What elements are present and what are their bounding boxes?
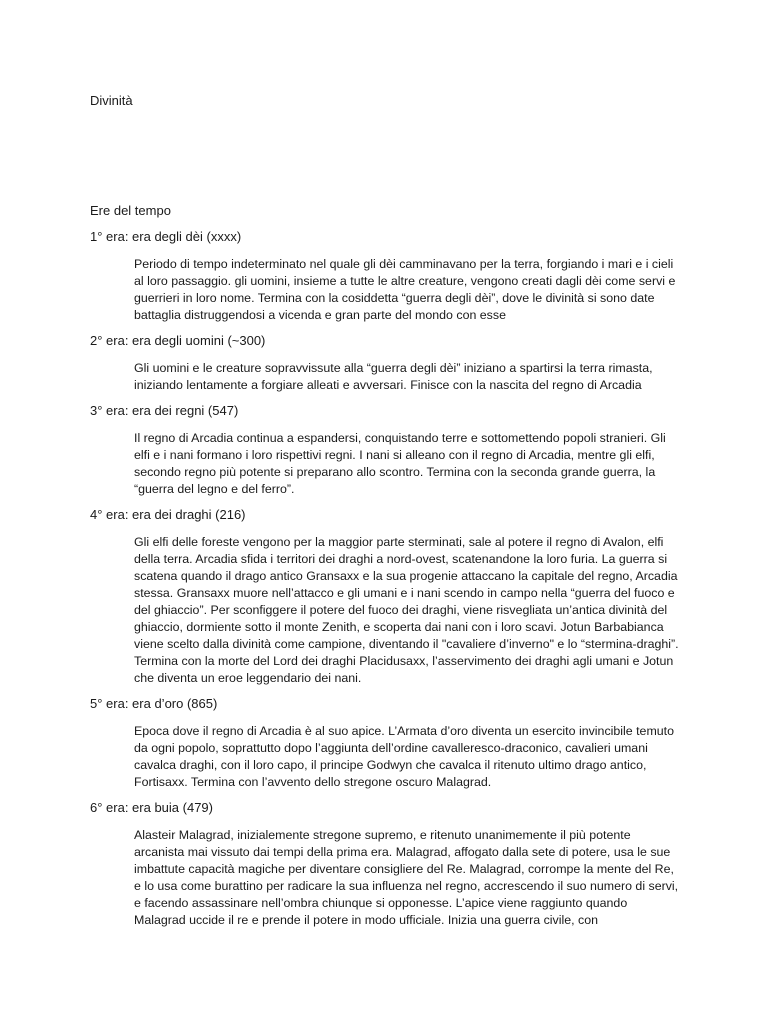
era-heading: 3° era: era dei regni (547) [90, 403, 239, 418]
era-description: Alasteir Malagrad, inizialemente stregone supremo, e ritenuto unanimemente il più potente arcanista mai vissuto dai tempi della prima era. Malagrad, affogato dalla sete di potere, usa le sue imbattute capacità magiche per diventare consigliere del Re. Malagrad, corrompe la mente del Re, e lo usa come burattino per radicare la sua influenza nel regno, accrescendo il suo numero di servi, e facendo assassinare nell’ombra chiunque si opponesse. L’apice viene raggiunto quando Malagrad uccide il re e prende il potere in modo ufficiale. Inizia una guerra civile, con [134, 828, 679, 927]
era-item [90, 506, 690, 687]
era-heading: 5° era: era d’oro (865) [90, 696, 218, 711]
era-item [90, 228, 690, 324]
era-heading: 1° era: era degli dèi (xxxx) [90, 229, 242, 244]
era-item [90, 695, 690, 791]
era-list [90, 228, 690, 937]
era-heading: 4° era: era dei draghi (216) [90, 507, 246, 522]
era-description: Gli uomini e le creature sopravvissute alla “guerra degli dèi” iniziano a spartirsi la terra rimasta, iniziando lentamente a forgiare alleati e avversari. Finisce con la nascita del regno di Arcadia [134, 361, 653, 392]
era-description: Periodo di tempo indeterminato nel quale gli dèi camminavano per la terra, forgiando i mari e i cieli al loro passaggio. gli uomini, insieme a tutte le altre creature, vengono creati dagli dèi come servi e guerrieri in loro nome. Termina con la cosiddetta “guerra degli dèi”, dove le divinità si sono date battaglia distruggendosi a vicenda e gran parte del mondo con esse [134, 257, 676, 322]
section-heading: Ere del tempo [90, 203, 171, 218]
era-description: Il regno di Arcadia continua a espandersi, conquistando terre e sottomettendo popoli stranieri. Gli elfi e i nani formano i loro rispettivi regni. I nani si alleano con il regno di Arcadia, mentre gli elfi, secondo regno più potente si preparano allo scontro. Termina con la seconda grande guerra, la “guerra del legno e del ferro”. [134, 431, 666, 496]
era-item [90, 332, 690, 394]
era-item [90, 799, 690, 929]
document-title: Divinità [90, 93, 133, 108]
era-item [90, 402, 690, 498]
era-heading: 2° era: era degli uomini (~300) [90, 333, 266, 348]
era-description: Gli elfi delle foreste vengono per la maggior parte sterminati, sale al potere il regno di Avalon, elfi della terra. Arcadia sfida i territori dei draghi a nord-ovest, scatenandone la loro furia. La guerra si scatena quando il drago antico Gransaxx e la sua progenie attaccano la capitale del regno, Arcadia stessa. Gransaxx muore nell’attacco e gli umani e i nani scendo in campo nella “guerra del fuoco e del ghiaccio”. Per sconfiggere il potere del fuoco dei draghi, viene risvegliata un’antica divinità del ghiaccio, dormiente sotto il monte Zenith, e scoperta dai nani con i loro scavi. Jotun Barbabianca viene scelto dalla divinità come campione, diventando il "cavaliere d’inverno" e lo “stermina-draghi”. Termina con la morte del Lord dei draghi Placidusaxx, l’asservimento dei draghi agli umani e Jotun che diventa un eroe leggendario dei nani. [134, 535, 679, 685]
era-heading: 6° era: era buia (479) [90, 800, 213, 815]
era-description: Epoca dove il regno di Arcadia è al suo apice. L’Armata d’oro diventa un esercito invincibile temuto da ogni popolo, soprattutto dopo l’aggiunta dell’ordine cavalleresco-draconico, cavalieri umani cavalca draghi, con il loro capo, il principe Godwyn che cavalca il ritenuto ultimo drago antico, Fortisaxx. Termina con l’avvento dello stregone oscuro Malagrad. [134, 724, 674, 789]
